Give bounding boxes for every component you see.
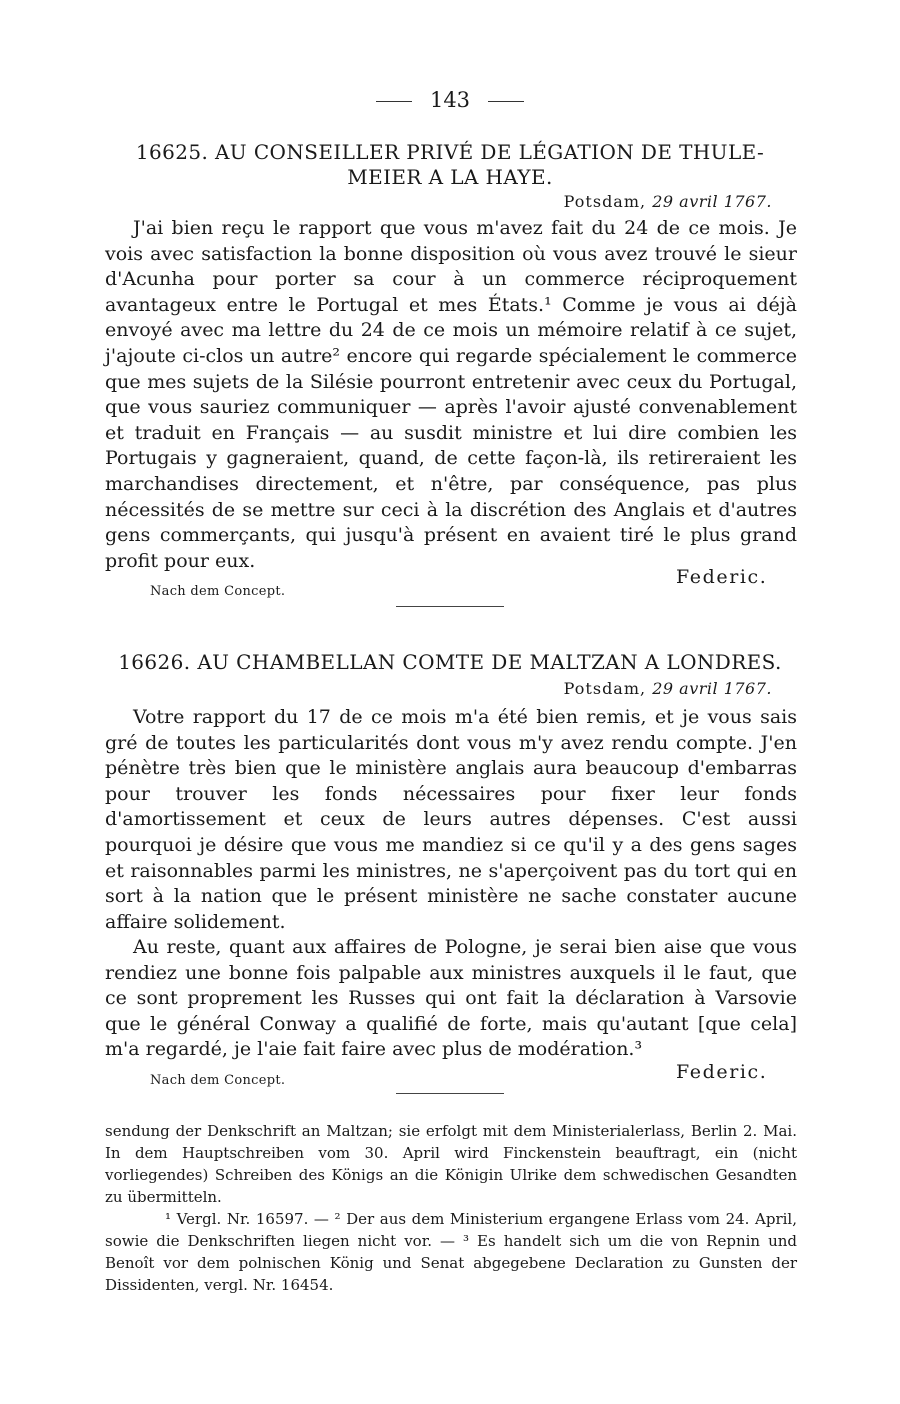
letter1-body: J'ai bien reçu le rapport que vous m'avez fait du 24 de ce mois. Je vois avec satisfaction la bonne disposition où vous avez trouvé le sieur d'Acunha pour porter sa cour à un commerce réciproquement avantageux entre le Portugal et mes États.¹ Comme je vous ai déjà envoyé avec ma lettre du 24 de ce mois un mémoire relatif à ce sujet, j'ajoute ci-clos un autre² encore qui regarde spécialement le commerce que mes sujets de la Silésie pourront entretenir avec ceux du Portugal, que vous sauriez communiquer — après l'avoir ajusté convenablement et traduit en Français — au susdit ministre et lui dire combien les Portugais y gagneraient, quand, de cette façon-là, ils retireraient les marchandises directement, et n'être, par conséquence, pas plus nécessités de se mettre sur ceci à la discrétion des Anglais et d'autres gens commerçants, qui jusqu'à présent en avaient tiré le plus grand profit pour eux. [105,217,797,572]
section-divider-2 [396,1093,504,1094]
letter2-heading: 16626. AU CHAMBELLAN COMTE DE MALTZAN A LONDRES. [118,650,782,674]
letter1-source-note: Nach dem Concept. [150,584,286,599]
letter1-dateline [564,192,772,211]
footnotes [105,1120,797,1296]
letter1-heading-line2: MEIER A LA HAYE. [347,165,553,189]
letter1-heading-line1: 16625. AU CONSEILLER PRIVÉ DE LÉGATION DE THULE- [135,140,765,164]
page-number: 143 [0,88,900,112]
letter1-signature: Federic. [676,566,768,588]
letter2-source-note: Nach dem Concept. [150,1073,286,1088]
section-divider-1 [396,606,504,607]
page-number-dash-right [488,101,524,102]
letter2-date: 29 avril 1767. [652,679,772,698]
letter2-signature: Federic. [676,1061,768,1083]
letter2-body-paragraph-1: Votre rapport du 17 de ce mois m'a été bien remis, et je vous sais gré de toutes les particularités dont vous m'y avez rendu compte. J'en pénètre très bien que le ministère anglais aura beaucoup d'embarras pour trouver les fonds nécessaires pour fixer leur fonds d'amortissement et ceux de leurs autres dépenses. C'est aussi pourquoi je désire que vous me mandiez si ce qu'il y a des gens sages et raisonnables parmi les ministres, ne s'aperçoivent pas du tort qui en sort à la nation que le présent ministère ne sache constater aucune affaire solidement. [105,706,797,933]
letter1-place: Potsdam, [563,192,647,211]
footnote-continued: sendung der Denkschrift an Maltzan; sie erfolgt mit dem Ministerialerlass, Berlin 2. Mai. In dem Hauptschreiben vom 30. April wird Finckenstein beauftragt, ein (nicht vorliegendes) Schreiben des Königs an die Königin Ulrike dem schwedischen Gesandten zu übermitteln. [105,1122,797,1206]
letter1-date: 29 avril 1767. [652,192,772,211]
page-number-dash-left [376,101,412,102]
letter2-dateline [564,679,772,698]
letter2-place: Potsdam, [563,679,647,698]
footnote-list: ¹ Vergl. Nr. 16597. — ² Der aus dem Ministerium ergangene Erlass vom 24. April, sowie die Denkschriften liegen nicht vor. — ³ Es handelt sich um die von Repnin und Benoît vor dem polnischen König und Senat abgegebene Declaration zu Gunsten der Dissidenten, vergl. Nr. 16454. [105,1210,797,1294]
letter2-body-paragraph-2: Au reste, quant aux affaires de Pologne, je serai bien aise que vous rendiez une bonne fois palpable aux ministres auxquels il le faut, que ce sont proprement les Russes qui ont fait la déclaration à Varsovie que le général Conway a qualifié de forte, mais qu'autant [que cela] m'a regardé, je l'aie fait faire avec plus de modération.³ [105,936,797,1061]
